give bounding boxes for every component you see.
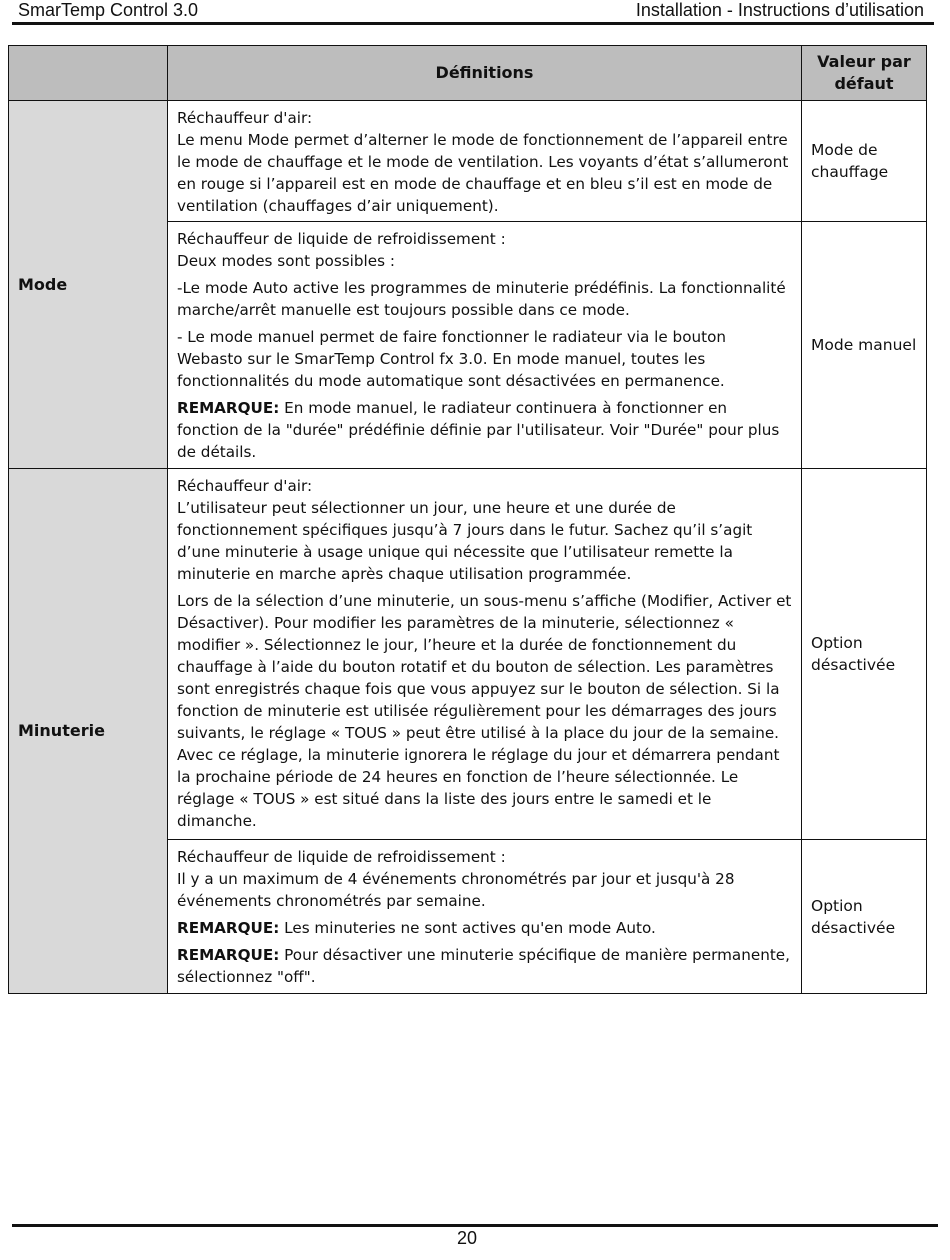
paragraph: -Le mode Auto active les programmes de minuterie prédéfinis. La fonctionnalité marche/arrêt manuelle est toujours possible dans ce mode. xyxy=(177,279,786,319)
table-header-row xyxy=(9,46,927,101)
paragraph: Il y a un maximum de 4 événements chronométrés par jour et jusqu'à 28 événements chronométrés par semaine. xyxy=(177,870,735,910)
section-title: Installation - Instructions d’utilisation xyxy=(635,0,924,20)
subheading: Réchauffeur de liquide de refroidissement : xyxy=(177,230,506,248)
paragraph: L’utilisateur peut sélectionner un jour, une heure et une durée de fonctionnement spécifiques jusqu’à 7 jours dans le futur. Sachez qu’il s’agit d’une minuterie à usage unique qui nécessite que l’utilisateur remette la minuterie en marche après chaque utilisation programmée. xyxy=(177,499,753,583)
subheading: Réchauffeur d'air: xyxy=(177,109,313,127)
definition-cell xyxy=(168,840,802,994)
row-category: Minuterie xyxy=(9,469,168,994)
note xyxy=(177,397,793,463)
footer-rule xyxy=(12,1224,938,1227)
default-value: Mode de chauffage xyxy=(802,101,927,222)
row-category: Mode xyxy=(9,101,168,469)
paragraph: - Le mode manuel permet de faire fonctionner le radiateur via le bouton Webasto sur le SmarTemp Control fx 3.0. En mode manuel, toutes les fonctionnalités du mode automatique sont désactivées en permanence. xyxy=(177,328,726,390)
table-row xyxy=(9,101,927,222)
note xyxy=(177,917,793,939)
subheading: Réchauffeur de liquide de refroidissement : xyxy=(177,848,506,866)
paragraph: Le menu Mode permet d’alterner le mode de fonctionnement de l’appareil entre le mode de chauffage et le mode de ventilation. Les voyants d’état s’allumeront en rouge si l’appareil est en mode de chauffage et en bleu s’il est en mode de ventilation (chauffages d’air uniquement). xyxy=(177,131,789,215)
definition-cell xyxy=(168,101,802,222)
note-text: Pour désactiver une minuterie spécifique de manière permanente, sélectionnez "off". xyxy=(177,946,790,986)
note-label: REMARQUE: xyxy=(177,399,280,417)
definition-cell xyxy=(168,469,802,840)
header-default-value: Valeur par défaut xyxy=(802,46,927,101)
subheading: Réchauffeur d'air: xyxy=(177,477,313,495)
paragraph: Deux modes sont possibles : xyxy=(177,252,395,270)
page-number: 20 xyxy=(456,1228,478,1248)
page-header xyxy=(18,0,924,22)
default-value: Mode manuel xyxy=(802,222,927,469)
note-label: REMARQUE: xyxy=(177,946,280,964)
header-rule xyxy=(12,22,934,25)
document-title: SmarTemp Control 3.0 xyxy=(18,0,199,20)
header-definitions: Définitions xyxy=(168,46,802,101)
note-text: Les minuteries ne sont actives qu'en mode Auto. xyxy=(279,919,656,937)
paragraph: Lors de la sélection d’une minuterie, un sous-menu s’affiche (Modifier, Activer et Désactiver). Pour modifier les paramètres de la minuterie, sélectionnez « modifier ». Sélectionnez le jour, l’heure et la durée de fonctionnement du chauffage à l’aide du bouton rotatif et du bouton de sélection. Les paramètres sont enregistrés chaque fois que vous appuyez sur le bouton de sélection. Si la fonction de minuterie est utilisée régulièrement pour les démarrages des jours suivants, le réglage « TOUS » peut être utilisé à la place du jour de la semaine. Avec ce réglage, la minuterie ignorera le réglage du jour et démarrera pendant la prochaine période de 24 heures en fonction de l’heure sélectionnée. Le réglage « TOUS » est situé dans la liste des jours entre le samedi et le dimanche. xyxy=(177,592,792,830)
note-label: REMARQUE: xyxy=(177,919,280,937)
note-text: En mode manuel, le radiateur continuera à fonctionner en fonction de la "durée" prédéfinie définie par l'utilisateur. Voir "Durée" pour plus de détails. xyxy=(177,399,780,461)
header-blank xyxy=(9,46,168,101)
default-value: Option désactivée xyxy=(802,469,927,840)
note xyxy=(177,944,793,988)
settings-table xyxy=(8,45,927,994)
default-value: Option désactivée xyxy=(802,840,927,994)
table-row xyxy=(9,469,927,840)
definition-cell xyxy=(168,222,802,469)
